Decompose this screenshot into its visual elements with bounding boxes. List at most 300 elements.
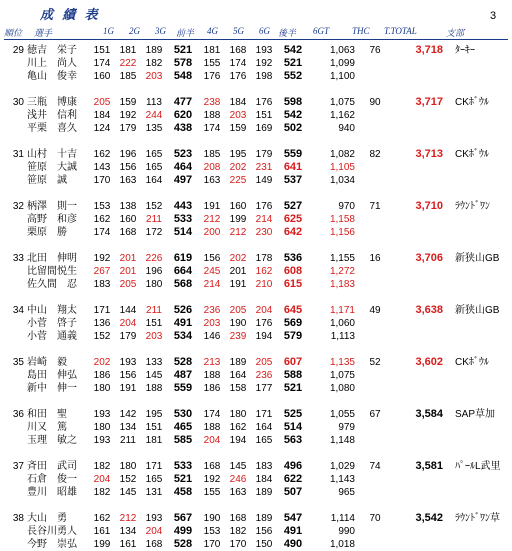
game-5-score: 176 bbox=[229, 71, 247, 82]
game-5-score: 160 bbox=[229, 201, 247, 212]
thc-value bbox=[355, 369, 395, 382]
game-3-score: 165 bbox=[145, 474, 163, 485]
header-six-game: 6GT bbox=[313, 26, 330, 36]
player-name: 高野 和彦 bbox=[27, 214, 77, 225]
second-half-total: 579 bbox=[283, 330, 303, 342]
six-game-total: 1,148 bbox=[329, 435, 355, 446]
game-1-score: 162 bbox=[93, 149, 111, 160]
table-row bbox=[0, 330, 512, 343]
six-game-total: 1,099 bbox=[329, 58, 355, 69]
branch-name bbox=[443, 330, 512, 343]
branch-name bbox=[443, 382, 512, 395]
second-half-total: 552 bbox=[283, 70, 303, 82]
table-row bbox=[0, 57, 512, 70]
game-2-score: 145 bbox=[119, 487, 137, 498]
game-6-score: 204 bbox=[255, 305, 273, 316]
six-game-total: 1,080 bbox=[329, 383, 355, 394]
team-total bbox=[395, 57, 443, 70]
six-game-total: 1,029 bbox=[329, 461, 355, 472]
group-spacer bbox=[0, 447, 512, 460]
game-1-score: 160 bbox=[93, 71, 111, 82]
game-6-score: 230 bbox=[255, 227, 273, 238]
game-3-score: 204 bbox=[145, 526, 163, 537]
thc-value: 90 bbox=[369, 97, 381, 108]
game-6-score: 198 bbox=[255, 71, 273, 82]
team-rank bbox=[0, 213, 27, 226]
header-thc: THC bbox=[352, 26, 370, 36]
thc-value bbox=[355, 109, 395, 122]
game-2-score: 168 bbox=[119, 227, 137, 238]
header-g5: 5G bbox=[233, 26, 244, 36]
player-name: 三瓶 博康 bbox=[27, 97, 77, 108]
second-half-total: 607 bbox=[283, 356, 303, 368]
game-2-score: 160 bbox=[119, 214, 137, 225]
team-total: 3,710 bbox=[415, 200, 443, 212]
branch-name bbox=[443, 525, 512, 538]
first-half-total: 530 bbox=[173, 408, 193, 420]
game-6-score: 214 bbox=[255, 214, 273, 225]
player-name: 大山 勇 bbox=[27, 513, 67, 524]
results-body bbox=[0, 44, 512, 551]
team-total bbox=[395, 213, 443, 226]
team-total bbox=[395, 486, 443, 499]
thc-value bbox=[355, 434, 395, 447]
team-total bbox=[395, 161, 443, 174]
team-rank bbox=[0, 161, 27, 174]
team-total: 3,706 bbox=[415, 252, 443, 264]
thc-value bbox=[355, 161, 395, 174]
game-3-score: 113 bbox=[146, 97, 162, 108]
game-2-score: 180 bbox=[119, 461, 137, 472]
player-name: 比留間悦生 bbox=[27, 266, 77, 277]
table-row bbox=[0, 486, 512, 499]
game-2-score: 179 bbox=[119, 331, 137, 342]
team-rank: 32 bbox=[12, 201, 24, 212]
branch-name: ﾊﾟｰﾙL武里 bbox=[455, 461, 501, 472]
table-row bbox=[0, 538, 512, 551]
six-game-total: 1,162 bbox=[329, 110, 355, 121]
table-row bbox=[0, 512, 512, 525]
group-spacer bbox=[0, 83, 512, 96]
first-half-total: 620 bbox=[173, 109, 193, 121]
team-total bbox=[395, 330, 443, 343]
table-row bbox=[0, 226, 512, 239]
thc-value bbox=[355, 70, 395, 83]
first-half-total: 477 bbox=[173, 96, 193, 108]
game-1-score: 162 bbox=[93, 513, 111, 524]
group-spacer bbox=[0, 499, 512, 512]
game-6-score: 164 bbox=[255, 422, 273, 433]
thc-value bbox=[355, 525, 395, 538]
game-6-score: 176 bbox=[255, 318, 273, 329]
player-name: 山村 十吉 bbox=[27, 149, 77, 160]
game-4-score: 245 bbox=[203, 266, 221, 277]
game-6-score: 179 bbox=[255, 149, 273, 160]
game-6-score: 231 bbox=[255, 162, 273, 173]
first-half-total: 465 bbox=[173, 421, 193, 433]
player-name: 石倉 俊一 bbox=[27, 474, 77, 485]
team-total: 3,713 bbox=[415, 148, 443, 160]
first-half-total: 514 bbox=[173, 226, 193, 238]
game-2-score: 204 bbox=[119, 318, 137, 329]
game-1-score: 267 bbox=[93, 266, 111, 277]
six-game-total: 1,060 bbox=[329, 318, 355, 329]
game-4-score: 156 bbox=[203, 253, 221, 264]
team-total bbox=[395, 317, 443, 330]
game-3-score: 203 bbox=[145, 331, 163, 342]
six-game-total: 1,114 bbox=[330, 513, 355, 524]
game-5-score: 203 bbox=[229, 110, 247, 121]
game-5-score: 195 bbox=[229, 149, 247, 160]
thc-value bbox=[355, 317, 395, 330]
first-half-total: 559 bbox=[173, 382, 193, 394]
header-name: 選手 bbox=[34, 28, 53, 38]
table-row bbox=[0, 70, 512, 83]
game-1-score: 199 bbox=[93, 539, 111, 550]
game-3-score: 168 bbox=[145, 539, 163, 550]
team-total bbox=[395, 525, 443, 538]
spacer-cell bbox=[0, 343, 512, 356]
game-2-score: 152 bbox=[119, 474, 137, 485]
team-total bbox=[395, 70, 443, 83]
game-2-score: 134 bbox=[119, 526, 137, 537]
branch-name bbox=[443, 369, 512, 382]
game-6-score: 171 bbox=[255, 409, 273, 420]
game-1-score: 136 bbox=[93, 318, 111, 329]
game-3-score: 182 bbox=[145, 58, 163, 69]
game-5-score: 163 bbox=[229, 487, 247, 498]
first-half-total: 499 bbox=[173, 525, 193, 537]
game-3-score: 226 bbox=[145, 253, 163, 264]
team-rank bbox=[0, 109, 27, 122]
table-header bbox=[0, 26, 512, 40]
game-4-score: 168 bbox=[203, 461, 221, 472]
header-g4: 4G bbox=[207, 26, 218, 36]
page-number: 3 bbox=[490, 10, 497, 22]
team-total bbox=[395, 109, 443, 122]
game-2-score: 138 bbox=[119, 201, 137, 212]
branch-name: 新狭山GB bbox=[455, 305, 500, 316]
game-2-score: 191 bbox=[119, 383, 137, 394]
game-4-score: 163 bbox=[203, 175, 221, 186]
team-rank bbox=[0, 486, 27, 499]
second-half-total: 527 bbox=[283, 200, 303, 212]
game-6-score: 165 bbox=[255, 435, 273, 446]
game-6-score: 194 bbox=[255, 331, 273, 342]
table-row bbox=[0, 161, 512, 174]
second-half-total: 542 bbox=[283, 44, 303, 56]
game-6-score: 178 bbox=[255, 253, 273, 264]
game-6-score: 149 bbox=[255, 175, 273, 186]
first-half-total: 534 bbox=[173, 330, 193, 342]
team-rank bbox=[0, 226, 27, 239]
first-half-total: 526 bbox=[173, 304, 193, 316]
game-2-score: 156 bbox=[119, 370, 137, 381]
game-6-score: 177 bbox=[255, 383, 273, 394]
second-half-total: 536 bbox=[283, 252, 303, 264]
first-half-total: 487 bbox=[173, 369, 193, 381]
game-5-score: 199 bbox=[229, 214, 247, 225]
game-1-score: 161 bbox=[93, 526, 111, 537]
table-row bbox=[0, 122, 512, 135]
player-name: 平栗 喜久 bbox=[27, 123, 77, 134]
table-row bbox=[0, 421, 512, 434]
player-name: 川上 尚人 bbox=[27, 58, 77, 69]
group-spacer bbox=[0, 291, 512, 304]
branch-name: CKﾎﾞｳﾙ bbox=[455, 149, 489, 160]
game-1-score: 124 bbox=[93, 123, 111, 134]
game-1-score: 152 bbox=[93, 331, 111, 342]
second-half-total: 588 bbox=[283, 369, 303, 381]
second-half-total: 502 bbox=[283, 122, 303, 134]
game-5-score: 158 bbox=[229, 383, 247, 394]
group-spacer bbox=[0, 343, 512, 356]
game-5-score: 168 bbox=[229, 45, 247, 56]
game-1-score: 182 bbox=[93, 461, 111, 472]
team-total bbox=[395, 278, 443, 291]
game-2-score: 181 bbox=[119, 45, 137, 56]
game-1-score: 204 bbox=[93, 474, 111, 485]
spacer-cell bbox=[0, 187, 512, 200]
game-1-score: 174 bbox=[93, 58, 111, 69]
thc-value bbox=[355, 213, 395, 226]
branch-name bbox=[443, 122, 512, 135]
second-half-total: 608 bbox=[283, 265, 303, 277]
branch-name bbox=[443, 278, 512, 291]
first-half-total: 464 bbox=[173, 161, 193, 173]
game-5-score: 191 bbox=[229, 279, 247, 290]
game-2-score: 193 bbox=[119, 357, 137, 368]
game-1-score: 162 bbox=[93, 214, 111, 225]
team-rank bbox=[0, 278, 27, 291]
header-team-total: T.TOTAL bbox=[384, 26, 417, 36]
first-half-total: 568 bbox=[173, 278, 193, 290]
team-total: 3,718 bbox=[415, 44, 443, 56]
game-3-score: 195 bbox=[145, 409, 163, 420]
game-4-score: 208 bbox=[203, 162, 221, 173]
game-4-score: 203 bbox=[203, 318, 221, 329]
game-6-score: 162 bbox=[255, 266, 273, 277]
game-6-score: 150 bbox=[255, 539, 273, 550]
team-rank: 33 bbox=[12, 253, 24, 264]
thc-value: 67 bbox=[369, 409, 381, 420]
game-3-score: 152 bbox=[145, 201, 163, 212]
first-half-total: 619 bbox=[173, 252, 193, 264]
second-half-total: 625 bbox=[283, 213, 303, 225]
game-5-score: 239 bbox=[229, 331, 247, 342]
game-1-score: 192 bbox=[93, 253, 111, 264]
thc-value bbox=[355, 265, 395, 278]
six-game-total: 1,075 bbox=[329, 97, 355, 108]
game-5-score: 180 bbox=[229, 409, 247, 420]
second-half-total: 542 bbox=[283, 109, 303, 121]
game-6-score: 205 bbox=[255, 357, 273, 368]
game-2-score: 196 bbox=[119, 149, 137, 160]
table-row bbox=[0, 213, 512, 226]
branch-name: ﾗｳﾝﾄﾞﾜﾝ bbox=[455, 201, 490, 212]
game-3-score: 131 bbox=[145, 487, 163, 498]
game-6-score: 192 bbox=[255, 58, 273, 69]
game-4-score: 185 bbox=[203, 149, 221, 160]
player-name: 豊川 昭雄 bbox=[27, 487, 77, 498]
header-g1: 1G bbox=[103, 26, 114, 36]
game-2-score: 179 bbox=[119, 123, 137, 134]
first-half-total: 491 bbox=[173, 317, 193, 329]
thc-value bbox=[355, 538, 395, 551]
team-rank: 35 bbox=[12, 357, 24, 368]
game-4-score: 204 bbox=[203, 435, 221, 446]
game-6-score: 236 bbox=[255, 370, 273, 381]
branch-name bbox=[443, 317, 512, 330]
game-1-score: 174 bbox=[93, 227, 111, 238]
branch-name bbox=[443, 109, 512, 122]
game-4-score: 200 bbox=[203, 227, 221, 238]
second-half-total: 537 bbox=[283, 174, 303, 186]
second-half-total: 563 bbox=[283, 434, 303, 446]
second-half-total: 569 bbox=[283, 317, 303, 329]
game-4-score: 155 bbox=[203, 487, 221, 498]
first-half-total: 585 bbox=[173, 434, 193, 446]
game-4-score: 174 bbox=[203, 123, 221, 134]
team-total: 3,717 bbox=[415, 96, 443, 108]
game-2-score: 211 bbox=[120, 435, 136, 446]
six-game-total: 1,113 bbox=[330, 331, 355, 342]
team-rank bbox=[0, 382, 27, 395]
game-6-score: 176 bbox=[255, 97, 273, 108]
game-4-score: 146 bbox=[203, 331, 221, 342]
header-g2: 2G bbox=[129, 26, 140, 36]
six-game-total: 979 bbox=[338, 422, 355, 433]
thc-value bbox=[355, 57, 395, 70]
team-total: 3,638 bbox=[415, 304, 443, 316]
six-game-total: 1,055 bbox=[329, 409, 355, 420]
player-name: 笹原 大誠 bbox=[27, 162, 77, 173]
game-6-score: 183 bbox=[255, 461, 273, 472]
game-2-score: 212 bbox=[119, 513, 137, 524]
branch-name bbox=[443, 213, 512, 226]
second-half-total: 622 bbox=[283, 473, 303, 485]
thc-value bbox=[355, 330, 395, 343]
game-4-score: 188 bbox=[203, 370, 221, 381]
first-half-total: 438 bbox=[173, 122, 193, 134]
team-total bbox=[395, 174, 443, 187]
game-4-score: 236 bbox=[203, 305, 221, 316]
first-half-total: 664 bbox=[173, 265, 193, 277]
game-1-score: 183 bbox=[93, 279, 111, 290]
game-6-score: 151 bbox=[255, 110, 273, 121]
player-name: 岩崎 毅 bbox=[27, 357, 67, 368]
game-3-score: 164 bbox=[145, 175, 163, 186]
second-half-total: 514 bbox=[283, 421, 303, 433]
second-half-total: 642 bbox=[283, 226, 303, 238]
six-game-total: 1,063 bbox=[329, 45, 355, 56]
team-rank: 37 bbox=[12, 461, 24, 472]
team-total: 3,581 bbox=[415, 460, 443, 472]
game-1-score: 171 bbox=[93, 305, 111, 316]
thc-value: 49 bbox=[369, 305, 381, 316]
game-6-score: 189 bbox=[255, 513, 273, 524]
team-rank bbox=[0, 174, 27, 187]
first-half-total: 533 bbox=[173, 460, 193, 472]
game-6-score: 156 bbox=[255, 526, 273, 537]
game-2-score: 156 bbox=[119, 162, 137, 173]
player-name: 小菅 通義 bbox=[27, 331, 77, 342]
game-3-score: 181 bbox=[145, 435, 163, 446]
six-game-total: 1,082 bbox=[329, 149, 355, 160]
game-5-score: 212 bbox=[229, 227, 247, 238]
game-6-score: 184 bbox=[255, 474, 273, 485]
player-name: 新中 伸一 bbox=[27, 383, 77, 394]
player-name: 長谷川勇人 bbox=[27, 526, 77, 537]
game-5-score: 201 bbox=[229, 266, 247, 277]
game-1-score: 180 bbox=[93, 383, 111, 394]
first-half-total: 578 bbox=[173, 57, 193, 69]
player-name: 栗原 勝 bbox=[27, 227, 67, 238]
game-2-score: 144 bbox=[119, 305, 137, 316]
team-total bbox=[395, 265, 443, 278]
branch-name: CKﾎﾞｳﾙ bbox=[455, 97, 489, 108]
game-4-score: 214 bbox=[203, 279, 221, 290]
branch-name: SAP草加 bbox=[455, 409, 496, 420]
first-half-total: 523 bbox=[173, 148, 193, 160]
game-5-score: 170 bbox=[229, 539, 247, 550]
player-name: 川又 篤 bbox=[27, 422, 67, 433]
game-1-score: 151 bbox=[93, 45, 111, 56]
table-row bbox=[0, 148, 512, 161]
second-half-total: 641 bbox=[283, 161, 303, 173]
team-total bbox=[395, 434, 443, 447]
game-4-score: 174 bbox=[203, 409, 221, 420]
thc-value: 74 bbox=[369, 461, 381, 472]
first-half-total: 458 bbox=[173, 486, 193, 498]
table-row bbox=[0, 200, 512, 213]
game-6-score: 176 bbox=[255, 201, 273, 212]
thc-value bbox=[355, 473, 395, 486]
branch-name bbox=[443, 421, 512, 434]
header-branch: 支部 bbox=[446, 28, 465, 38]
game-3-score: 188 bbox=[145, 383, 163, 394]
team-total: 3,602 bbox=[415, 356, 443, 368]
header-rank: 順位 bbox=[4, 28, 23, 38]
thc-value: 71 bbox=[369, 201, 381, 212]
second-half-total: 507 bbox=[283, 486, 303, 498]
thc-value: 82 bbox=[369, 149, 381, 160]
team-rank bbox=[0, 538, 27, 551]
six-game-total: 1,143 bbox=[329, 474, 355, 485]
group-spacer bbox=[0, 187, 512, 200]
team-total bbox=[395, 473, 443, 486]
game-5-score: 174 bbox=[229, 58, 247, 69]
thc-value: 70 bbox=[369, 513, 381, 524]
thc-value: 16 bbox=[369, 253, 381, 264]
game-1-score: 186 bbox=[93, 370, 111, 381]
second-half-total: 615 bbox=[283, 278, 303, 290]
game-4-score: 238 bbox=[203, 97, 221, 108]
game-5-score: 202 bbox=[229, 162, 247, 173]
first-half-total: 521 bbox=[173, 473, 193, 485]
game-5-score: 225 bbox=[229, 175, 247, 186]
game-1-score: 143 bbox=[93, 162, 111, 173]
table-row bbox=[0, 460, 512, 473]
first-half-total: 443 bbox=[173, 200, 193, 212]
player-name: 今野 崇弘 bbox=[27, 539, 77, 550]
second-half-total: 525 bbox=[283, 408, 303, 420]
game-1-score: 153 bbox=[93, 201, 111, 212]
second-half-total: 521 bbox=[283, 382, 303, 394]
branch-name: ﾗｳﾝﾄﾞﾜﾝ草 bbox=[455, 513, 500, 524]
game-2-score: 142 bbox=[119, 409, 137, 420]
team-rank: 34 bbox=[12, 305, 24, 316]
